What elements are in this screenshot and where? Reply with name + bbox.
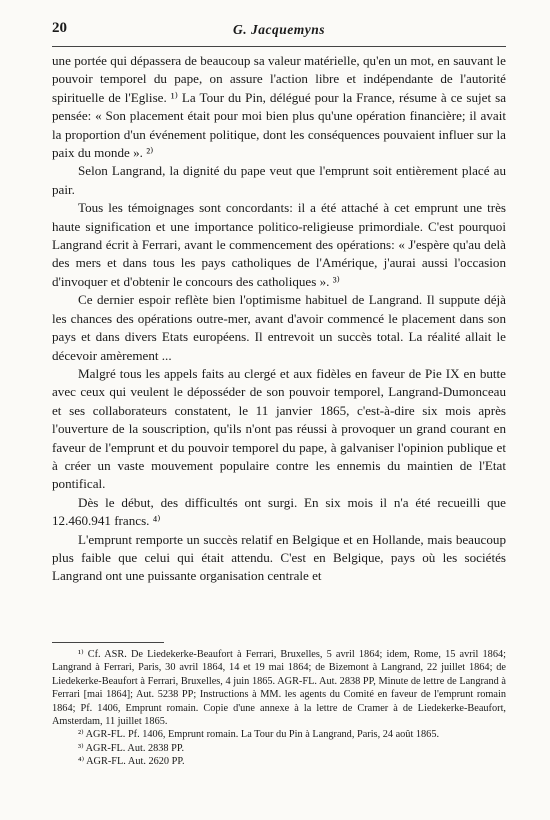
paragraph: Tous les témoignages sont concordants: il a été attaché à cet emprunt une très haute signification et une importance politico-religieuse primordiale. C'est pourquoi Langrand écrit à Ferrari, avant le commencement des opérations: « J'espère qu'au delà des mers et dans tous les pays catholiques de l'Amérique, j'aurai aussi l'occasion d'invoquer et d'obtenir le concours des catholiques ». ³⁾ [52, 200, 506, 289]
footnote: ¹⁾ Cf. ASR. De Liedekerke-Beaufort à Ferrari, Bruxelles, 5 avril 1864; idem, Rome, 15 avril 1864; Langrand à Ferrari, Paris, 30 avril 1864, 14 et 19 mai 1864; de Bizemont à Langrand, 22 juillet 1864; de Liedekerke-Beaufort à Ferrari, Bruxelles, 4 juin 1865. AGR-FL. Aut. 2838 PP, Minute de lettre de Langrand à Ferrari [mai 1864]; Aut. 5238 PP; Instructions à MM. les agents du Comité en faveur de l'emprunt romain 1864; Pf. 1406, Emprunt romain. Copie d'une annexe à la lettre de Cramer à de Liedekerke-Beaufort, Amsterdam, 11 juillet 1865. [52, 649, 506, 728]
paragraph: L'emprunt remporte un succès relatif en Belgique et en Hollande, mais beaucoup plus faible que celui qui était attendu. C'est en Belgique, pays où les sociétés Langrand ont une puissante organisation centrale et [52, 531, 506, 584]
footnote: ³⁾ AGR-FL. Aut. 2838 PP. [78, 742, 185, 754]
footnote: ²⁾ AGR-FL. Pf. 1406, Emprunt romain. La Tour du Pin à Langrand, Paris, 24 août 1865. [78, 729, 440, 741]
body-text [52, 52, 506, 586]
running-head: G. Jacquemyns [233, 22, 325, 37]
footnotes [52, 648, 506, 769]
paragraph: Malgré tous les appels faits au clergé et aux fidèles en faveur de Pie IX en butte avec ceux qui veulent le déposséder de son pouvoir temporel, Langrand-Dumonceau et ses collaborateurs constatent, le 11 janvier 1865, c'est-à-dire six mois après l'ouverture de la souscription, qu'ils n'ont pas réussi à provoquer un grand courant en faveur de l'emprunt et du pouvoir temporel du pape, à galvaniser l'opinion publique et à créer un vaste mouvement populaire contre les ennemis du maintien de l'Etat pontifical. [52, 365, 506, 492]
paragraph: Selon Langrand, la dignité du pape veut que l'emprunt soit entièrement placé au pair. [52, 163, 506, 197]
paragraph: une portée qui dépassera de beaucoup sa valeur matérielle, qu'en un mot, en sauvant le pouvoir temporel du pape, on assure l'action libre et indépendante de l'autorité spirituelle de l'Eglise. ¹⁾ La Tour du Pin, délégué pour la France, résume à ce sujet sa pensée: « Son placement était pour moi bien plus qu'une opération financière; il avait la proportion d'un événement politique, dont les conséquences pouvaient influer sur la paix du monde ». ²⁾ [52, 53, 506, 161]
paragraph: Ce dernier espoir reflète bien l'optimisme habituel de Langrand. Il suppute déjà les chances des opérations outre-mer, avant d'avoir commencé le placement dans son pays et dans divers Etats européens. Il entrevoit un succès total. La réalité allait le décevoir amèrement ... [52, 292, 506, 363]
paragraph: Dès le début, des difficultés ont surgi. En six mois il n'a été recueilli que 12.460.941 francs. ⁴⁾ [52, 494, 506, 529]
page-number: 20 [52, 20, 67, 36]
page-header [52, 12, 506, 47]
footnote: ⁴⁾ AGR-FL. Aut. 2620 PP. [78, 756, 185, 768]
footnote-divider [52, 642, 164, 643]
